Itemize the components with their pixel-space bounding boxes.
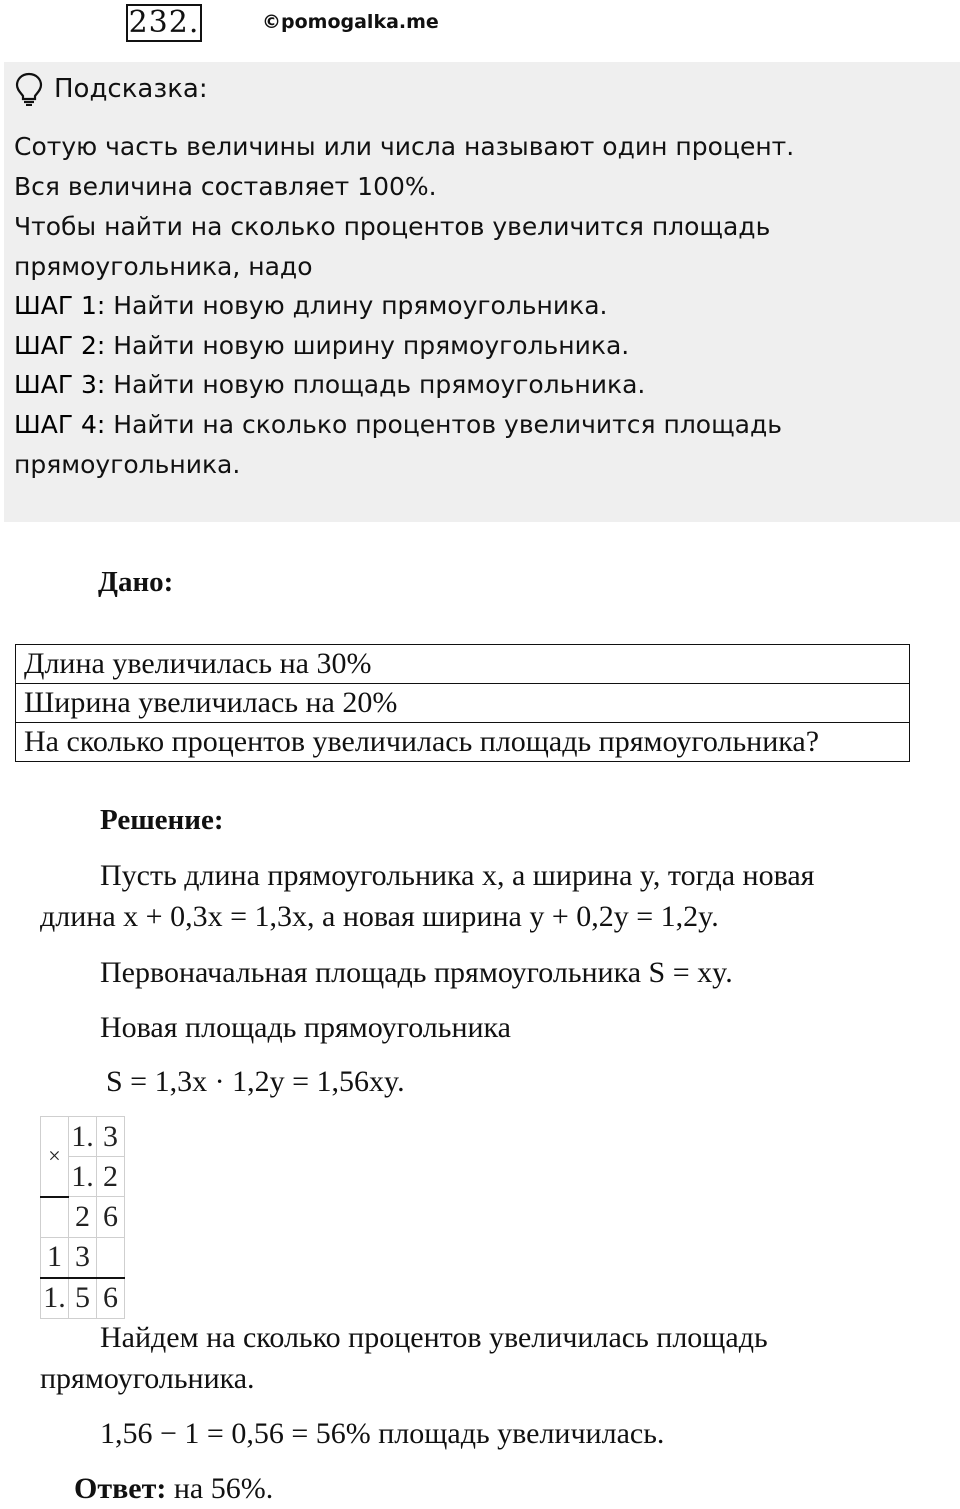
- solution-p1-line2: длина x + 0,3x = 1,3x, а новая ширина y + 0,2y = 1,2y.: [40, 900, 719, 933]
- hint-title-text: Подсказка:: [54, 74, 208, 104]
- solution-p3: Новая площадь прямоугольника: [100, 1011, 511, 1044]
- hint-step-1: [14, 291, 608, 321]
- hint-title: [14, 72, 208, 106]
- hint-step-4: [14, 410, 782, 440]
- step-label: ШАГ 2:: [14, 331, 106, 360]
- table-row: [16, 723, 910, 762]
- hint-line-4: прямоугольника, надо: [14, 252, 313, 281]
- table-row: [16, 645, 910, 684]
- grid-row: [41, 1278, 125, 1319]
- grid-cell: 2: [97, 1157, 125, 1197]
- given-width: Ширина увеличилась на 20%: [16, 684, 910, 723]
- given-title: Дано:: [98, 566, 174, 598]
- grid-cell: 3: [69, 1237, 97, 1278]
- solution-p5-line1: Найдем на сколько процентов увеличилась площадь: [100, 1321, 768, 1354]
- grid-cell: 1.: [69, 1157, 97, 1197]
- solution-p2: Первоначальная площадь прямоугольника S = xy.: [100, 956, 733, 989]
- step-label: ШАГ 1:: [14, 291, 106, 320]
- solution-p4: S = 1,3x · 1,2y = 1,56xy.: [106, 1065, 405, 1098]
- site-watermark: ©pomogalka.me: [262, 11, 439, 33]
- table-row: [16, 684, 910, 723]
- given-table: [15, 644, 910, 762]
- hint-line-3: Чтобы найти на сколько процентов увеличится площадь: [14, 212, 771, 241]
- step-text: Найти новую длину прямоугольника.: [105, 291, 608, 320]
- answer-line: [74, 1469, 273, 1509]
- grid-cell: 3: [97, 1117, 125, 1157]
- grid-cell: [41, 1197, 69, 1238]
- grid-cell: [97, 1237, 125, 1278]
- hint-line-1: Сотую часть величины или числа называют один процент.: [14, 132, 795, 161]
- step-label: ШАГ 3:: [14, 370, 106, 399]
- step-label: ШАГ 4:: [14, 410, 106, 439]
- hint-step-3: [14, 370, 645, 400]
- step-text: Найти новую площадь прямоугольника.: [105, 370, 646, 399]
- hint-step-2: [14, 331, 629, 361]
- task-number: 232.: [126, 4, 202, 42]
- grid-cell: 1.: [69, 1117, 97, 1157]
- solution-p1-line1: Пусть длина прямоугольника x, а ширина y, тогда новая: [100, 859, 815, 892]
- grid-cell: 2: [69, 1197, 97, 1238]
- step-text: Найти новую ширину прямоугольника.: [105, 331, 630, 360]
- solution-title: Решение:: [100, 804, 224, 836]
- lightbulb-icon: [14, 72, 44, 106]
- grid-row: [41, 1197, 125, 1238]
- hint-line-2: Вся величина составляет 100%.: [14, 172, 437, 201]
- multiply-sign: ×: [41, 1117, 69, 1197]
- step-text: Найти на сколько процентов увеличится площадь: [105, 410, 782, 439]
- grid-row: [41, 1117, 125, 1157]
- grid-cell: 1.: [41, 1278, 69, 1319]
- given-length: Длина увеличилась на 30%: [16, 645, 910, 684]
- grid-row: [41, 1237, 125, 1278]
- grid-cell: 5: [69, 1278, 97, 1319]
- grid-cell: 6: [97, 1278, 125, 1319]
- grid-cell: 6: [97, 1197, 125, 1238]
- answer-text: на 56%.: [166, 1472, 274, 1505]
- solution-p6: 1,56 − 1 = 0,56 = 56% площадь увеличилась.: [100, 1417, 665, 1450]
- answer-label: Ответ:: [74, 1472, 167, 1505]
- multiplication-grid: [40, 1116, 125, 1319]
- grid-cell: 1: [41, 1237, 69, 1278]
- hint-last-line: прямоугольника.: [14, 450, 241, 479]
- solution-p5-line2: прямоугольника.: [40, 1362, 255, 1395]
- given-question: На сколько процентов увеличилась площадь прямоугольника?: [16, 723, 910, 762]
